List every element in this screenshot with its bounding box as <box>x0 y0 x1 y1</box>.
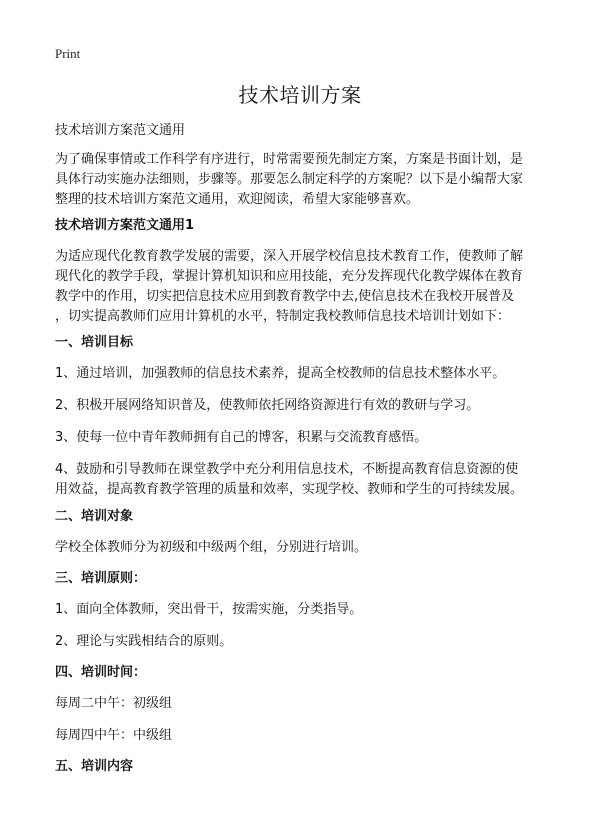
section-intro-paragraph <box>55 247 545 327</box>
goal-item: 2、积极开展网络知识普及，使教师依托网络资源进行有效的教研与学习。 <box>55 398 480 413</box>
principle-item: 1、面向全体教师，突出骨干，按需实施，分类指导。 <box>55 602 363 617</box>
principle-item: 2、理论与实践相结合的原则。 <box>55 634 233 649</box>
schedule-heading: 四、培训时间： <box>55 665 147 680</box>
intro-line: 整理的技术培训方案范文通用，欢迎阅读，希望大家能够喜欢。 <box>55 192 420 207</box>
intro-paragraph <box>55 150 545 210</box>
document-subtitle: 技术培训方案范文通用 <box>55 123 186 138</box>
section-intro-line: 教学中的作用，切实把信息技术应用到教育教学中去,使信息技术在我校开展普及 <box>55 289 515 304</box>
content-heading: 五、培训内容 <box>55 759 134 774</box>
section-intro-line: ，切实提高教师们应用计算机的水平，特制定我校教师信息技术培训计划如下： <box>55 309 511 324</box>
targets-heading: 二、培训对象 <box>55 509 134 524</box>
schedule-item: 每周四中午：中级组 <box>55 728 173 743</box>
section-intro-line: 现代化的教学手段，掌握计算机知识和应用技能，充分发挥现代化教学媒体在教育 <box>55 269 524 284</box>
intro-line: 具体行动实施办法细则，步骤等。那要怎么制定科学的方案呢？以下是小编帮大家 <box>55 172 524 187</box>
schedule-item: 每周二中午：初级组 <box>55 696 173 711</box>
goal-item <box>55 460 545 500</box>
principles-heading: 三、培训原则： <box>55 571 147 586</box>
document-title: 技术培训方案 <box>238 83 362 107</box>
section-heading: 技术培训方案范文通用1 <box>55 218 195 233</box>
section-intro-line: 为适应现代化教育教学发展的需要，深入开展学校信息技术教育工作，使教师了解 <box>55 249 524 264</box>
print-link[interactable]: Print <box>55 46 81 61</box>
goal-item-line: 用效益，提高教育教学管理的质量和效率，实现学校、教师和学生的可持续发展。 <box>55 482 524 497</box>
goals-heading: 一、培训目标 <box>55 335 134 350</box>
goal-item-line: 4、鼓励和引导教师在课堂教学中充分利用信息技术，不断提高教育信息资源的使 <box>55 462 519 477</box>
targets-text: 学校全体教师分为初级和中级两个组，分别进行培训。 <box>55 540 368 555</box>
goal-item: 3、使每一位中青年教师拥有自己的博客，积累与交流教育感悟。 <box>55 430 428 445</box>
intro-line: 为了确保事情或工作科学有序进行，时常需要预先制定方案，方案是书面计划，是 <box>55 152 524 167</box>
goal-item: 1、通过培训，加强教师的信息技术素养，提高全校教师的信息技术整体水平。 <box>55 366 506 381</box>
